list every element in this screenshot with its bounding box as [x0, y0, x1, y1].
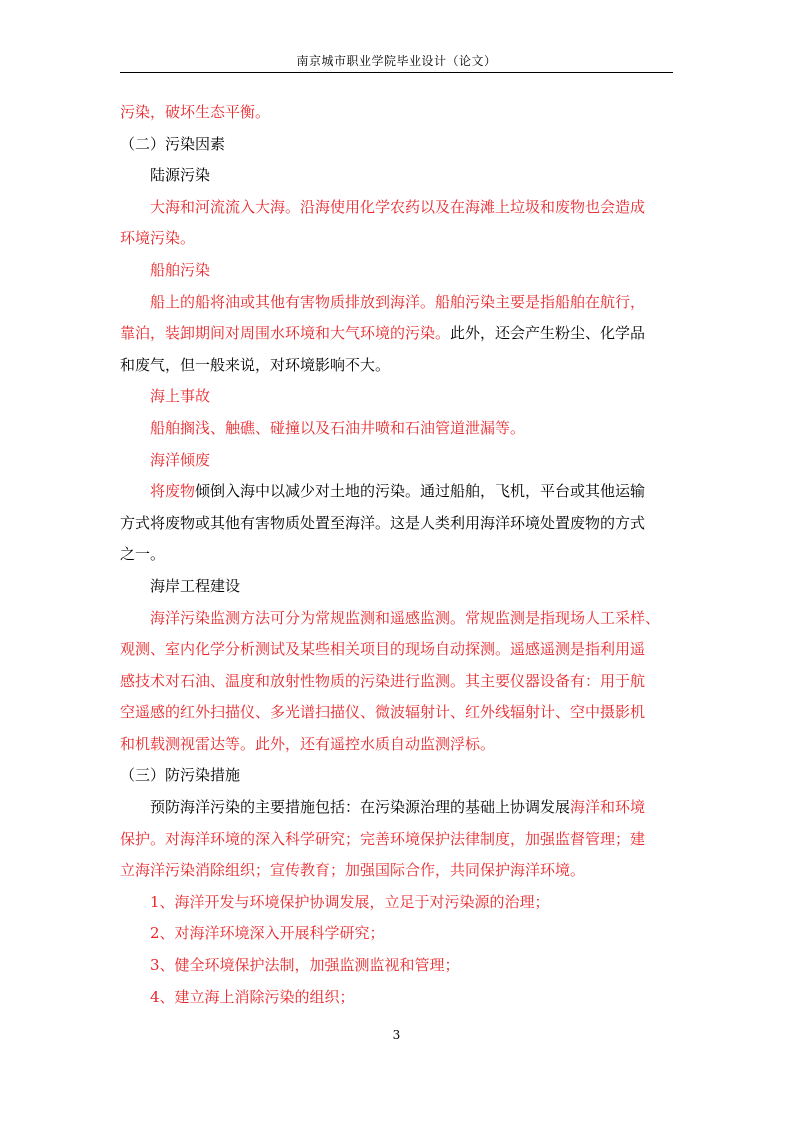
text-segment: 海岸工程建设	[150, 576, 241, 595]
text-segment: （二）污染因素	[120, 134, 226, 153]
text-line	[120, 223, 680, 255]
text-segment: 3、健全环境保护法制，加强监测监视和管理；	[150, 956, 460, 975]
page-header: 南京城市职业学院毕业设计（论文）	[296, 54, 497, 68]
text-segment: 海洋污染监测方法可分为常规监测和遥感监测。常规监测是指现场人工采样、	[150, 608, 661, 627]
text-line	[120, 508, 680, 540]
text-segment: 船舶搁浅、触礁、碰撞以及石油井喷和石油管道泄漏等。	[150, 418, 526, 437]
text-line	[120, 476, 680, 508]
text-line	[120, 287, 680, 319]
text-line	[120, 350, 680, 382]
text-line	[120, 634, 680, 666]
text-line	[120, 192, 680, 224]
text-line	[120, 129, 680, 161]
text-line	[120, 666, 680, 698]
text-segment: 空遥感的红外扫描仪、多光谱扫描仪、微波辐射计、红外线辐射计、空中摄影机	[120, 703, 646, 722]
text-segment: 海上事故	[150, 387, 211, 406]
text-line	[120, 855, 680, 887]
text-segment: 预防海洋污染的主要措施包括：在污染源治理的基础上协调发展	[150, 798, 571, 817]
text-segment: 1、海洋开发与环境保护协调发展，立足于对污染源的治理；	[150, 892, 550, 911]
text-segment: 陆源污染	[150, 166, 211, 185]
text-segment: 船舶污染	[150, 260, 211, 279]
text-segment: 大海和河流流入大海。沿海使用化学农药以及在海滩上垃圾和废物也会造成	[150, 197, 646, 216]
text-line	[120, 381, 680, 413]
text-segment: 感技术对石油、温度和放射性物质的污染进行监测。其主要仪器设备有：用于航	[120, 671, 646, 690]
text-segment: （三）防污染措施	[120, 766, 241, 785]
text-segment: 和废气，但一般来说，对环境影响不大。	[120, 355, 391, 374]
text-line	[120, 413, 680, 445]
text-segment: 立海洋污染消除组织；宣传教育；加强国际合作，共同保护海洋环境。	[120, 861, 586, 880]
text-segment: 方式将废物或其他有害物质处置至海洋。这是人类利用海洋环境处置废物的方式	[120, 513, 646, 532]
text-segment: 污染，破坏生态平衡。	[120, 103, 271, 121]
text-line	[120, 255, 680, 287]
text-line	[120, 792, 680, 824]
text-line	[120, 445, 680, 477]
text-segment: 环境污染。	[120, 229, 196, 248]
text-segment: 靠泊，装卸期间对周围水环境和大气环境的污染。	[120, 324, 451, 343]
document-body	[120, 97, 680, 1013]
text-line	[120, 603, 680, 635]
text-line	[120, 982, 680, 1014]
text-segment: 此外，还会产生粉尘、化学品	[450, 324, 646, 343]
text-segment: 4、建立海上消除污染的组织；	[150, 987, 355, 1006]
page-number: 3	[392, 1028, 401, 1042]
text-segment: 倾倒入海中以减少对土地的污染。通过船舶，飞机，平台或其他运输	[195, 482, 646, 501]
text-segment: 船上的船将油或其他有害物质排放到海洋。船舶污染主要是指船舶在航行，	[150, 292, 646, 311]
text-line	[120, 950, 680, 982]
text-segment: 之一。	[120, 545, 166, 564]
text-line	[120, 97, 680, 129]
text-line	[120, 824, 680, 856]
text-line	[120, 160, 680, 192]
text-line	[120, 571, 680, 603]
text-line	[120, 697, 680, 729]
header-rule	[120, 72, 673, 73]
text-line	[120, 918, 680, 950]
text-line	[120, 729, 680, 761]
text-segment: 观测、室内化学分析测试及某些相关项目的现场自动探测。遥感遥测是指利用遥	[120, 640, 646, 659]
text-segment: 将废物	[150, 482, 196, 501]
text-line	[120, 760, 680, 792]
text-line	[120, 887, 680, 919]
text-segment: 海洋倾废	[150, 450, 211, 469]
text-line	[120, 539, 680, 571]
text-segment: 保护。对海洋环境的深入科学研究；完善环境保护法律制度，加强监督管理；建	[120, 829, 646, 848]
text-segment: 海洋和环境	[570, 798, 646, 817]
text-segment: 和机载测视雷达等。此外，还有遥控水质自动监测浮标。	[120, 734, 496, 753]
text-line	[120, 318, 680, 350]
text-segment: 2、对海洋环境深入开展科学研究；	[150, 924, 385, 943]
